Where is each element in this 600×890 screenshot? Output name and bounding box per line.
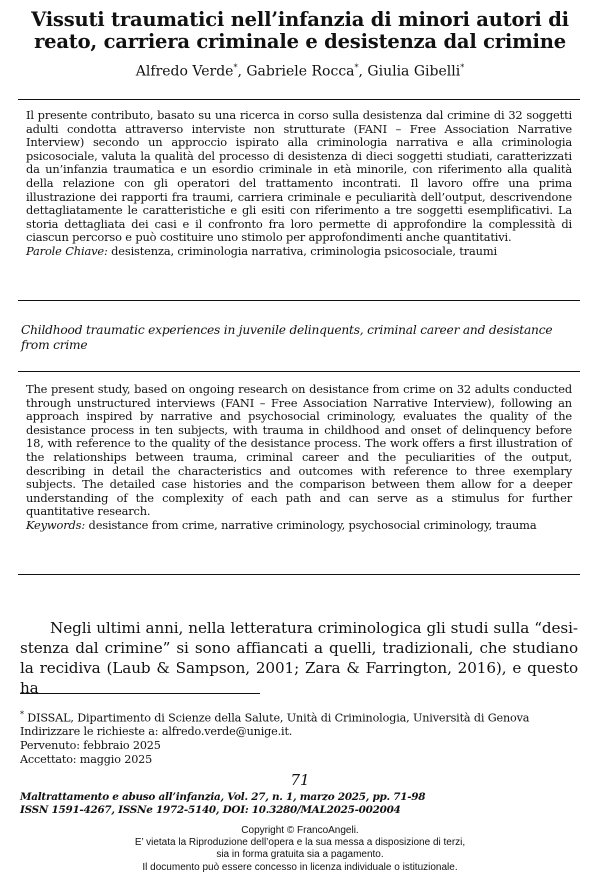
author-name: Gabriele Rocca [246, 63, 355, 80]
abstract-bottom-rule [18, 300, 580, 301]
author-mark: * [460, 63, 465, 72]
abstract-italian-text: Il presente contributo, basato su una ricerca in corso sulla desistenza dal crimine di 32 soggetti adulti condotta attraverso interviste non strutturate (FANI – Free Association Narrative Interview) secondo un approccio ispirato alla criminologia narrativa e alla criminologia psicosociale, valuta la qualità del processo di desistenza di dieci soggetti studiati, caratterizzati da un’infanzia traumatica e un esordio criminale in età minorile, con riferimento alla qualità della relazione con gli operatori del trattamento incontrati. Il lavoro offre una prima illustrazione dei rapporti fra traumi, carriera criminale e peculiarità dell’output, descrivendone dettagliatamente le caratteristiche e gli esiti con riferimento a tre soggetti esemplificativi. La storia dettagliata dei casi e il confronto fra loro permette di approfondire la complessità di ciascun percorso e può costituire uno stimolo per approfondimenti anche quantitativi. [26, 108, 572, 245]
keywords-label: Parole Chiave: [26, 243, 108, 258]
footnote-separator [20, 693, 260, 694]
english-abstract-bottom-rule [18, 574, 580, 575]
title-line-1: Vissuti traumatici nell’infanzia di minori autori di [31, 8, 569, 31]
author-name: Alfredo Verde [135, 63, 234, 80]
copyright-line-1: Copyright © FrancoAngeli. [241, 825, 359, 836]
copyright-line-4: Il documento può essere concesso in licenza individuale o istituzionale. [142, 861, 458, 873]
english-title: Childhood traumatic experiences in juvenile delinquents, criminal career and desistance from crime [21, 323, 553, 352]
article-title [14, 9, 586, 53]
author-mark: * [354, 63, 359, 72]
abstract-english-text: The present study, based on ongoing research on desistance from crime on 32 adults conducted through unstructured interviews (FANI – Free Association Narrative Interview), following an approach inspired by narrative and psychosocial criminology, evaluates the quality of the desistance process in ten subjects, with trauma in childhood and onset of delinquency before 18, with reference to the quality of the desistance process. The work offers a first illustration of the relationships between trauma, criminal career and the peculiarities of the output, describing in detail the characteristics and outcomes with reference to three exemplary subjects. The detailed case histories and the comparison between them allow for a deeper understanding of the complexity of each path and can serve as a stimulus for further quantitative research. [26, 382, 572, 519]
copyright-line-3: sia in forma gratuita sia a pagamento. [216, 849, 384, 861]
keywords-text: desistenza, criminologia narrativa, criminologia psicosociale, traumi [111, 243, 497, 258]
footnote-accepted: Accettato: maggio 2025 [20, 752, 153, 766]
author-mark: * [233, 63, 238, 72]
abstract-italian [26, 109, 572, 259]
keywords-text: desistance from crime, narrative criminology, psychosocial criminology, trauma [88, 517, 537, 532]
footnote-mark: * [20, 710, 24, 719]
journal-citation [20, 791, 585, 816]
author-list: Alfredo Verde*, Gabriele Rocca*, Giulia Gibelli* [135, 63, 465, 80]
abstract-english [26, 383, 572, 533]
footnote-correspondence: Indirizzare le richieste a: alfredo.verde@unige.it. [20, 725, 293, 739]
keywords-label: Keywords: [26, 517, 86, 532]
page-number: 71 [290, 771, 310, 789]
body-paragraph [20, 618, 578, 698]
author-name: Giulia Gibelli [367, 63, 461, 80]
footnote [20, 708, 585, 766]
abstract-top-rule [18, 99, 580, 100]
journal-line-2: ISSN 1591-4267, ISSNe 1972-5140, DOI: 10.3280/MAL2025-002004 [20, 803, 401, 816]
title-line-2: reato, carriera criminale e desistenza dal crimine [34, 30, 566, 53]
journal-line-1: Maltrattamento e abuso all’infanzia, Vol. 27, n. 1, marzo 2025, pp. 71-98 [20, 791, 426, 803]
copyright-line-2: E’ vietata la Riproduzione dell’opera e la sua messa a disposizione di terzi, [134, 837, 466, 849]
body-paragraph-text: Negli ultimi anni, nella letteratura criminologica gli studi sulla “desistenza dal crimine” si sono affiancati a quelli, tradizionali, che studiano la recidiva (Laub & Sampson, 2001; Zara & Farrington, 2016), e questo ha [20, 619, 578, 697]
copyright-notice [0, 825, 600, 874]
footnote-affiliation: * DISSAL, Dipartimento di Scienze della Salute, Unità di Criminologia, Università di Genova [20, 710, 530, 725]
english-abstract-top-rule [18, 371, 580, 372]
footnote-received: Pervenuto: febbraio 2025 [20, 738, 161, 752]
